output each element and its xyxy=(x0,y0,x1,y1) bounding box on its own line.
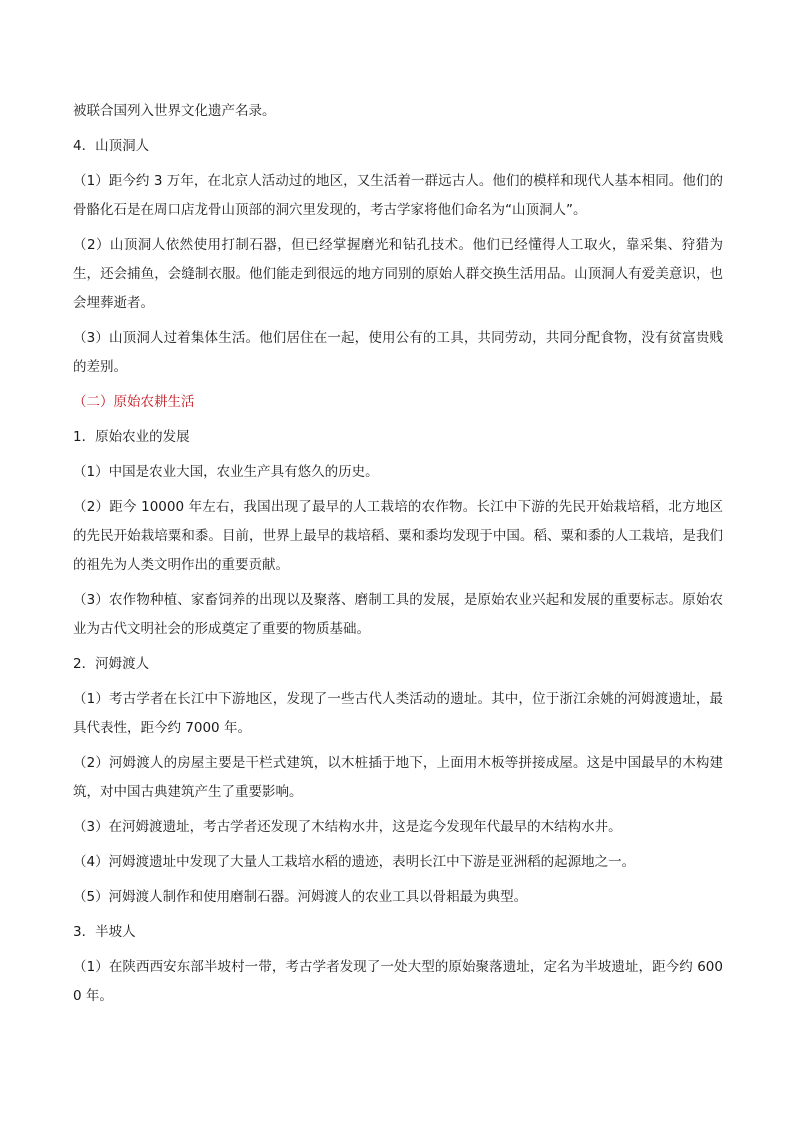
paragraph-agriculture-1: （1）中国是农业大国，农业生产具有悠久的历史。 xyxy=(73,464,379,480)
heading-hemudu: 2．河姆渡人 xyxy=(73,656,150,672)
heading-agriculture-development: 1．原始农业的发展 xyxy=(73,429,190,445)
paragraph-hemudu-1: （1）考古学者在长江中下游地区，发现了一些古代人类活动的遗址。其中，位于浙江余姚的河姆渡遗址，最具代表性，距今约 7000 年。 xyxy=(73,691,723,736)
paragraph-shandingdong-3: （3）山顶洞人过着集体生活。他们居住在一起，使用公有的工具，共同劳动，共同分配食物，没有贫富贵贱的差别。 xyxy=(73,330,723,375)
paragraph-shandingdong-2: （2）山顶洞人依然使用打制石器，但已经掌握磨光和钻孔技术。他们已经懂得人工取火，靠采集、狩猎为生，还会捕鱼，会缝制衣服。他们能走到很远的地方同别的原始人群交换生活用品。山顶洞人有爱美意识，也会埋葬逝者。 xyxy=(73,237,723,311)
paragraph-agriculture-3: （3）农作物种植、家畜饲养的出现以及聚落、磨制工具的发展，是原始农业兴起和发展的重要标志。原始农业为古代文明社会的形成奠定了重要的物质基础。 xyxy=(73,592,723,637)
document-page xyxy=(73,97,723,1017)
paragraph-hemudu-3: （3）在河姆渡遗址，考古学者还发现了木结构水井，这是迄今发现年代最早的木结构水井。 xyxy=(73,819,622,835)
section-heading-agriculture: （二）原始农耕生活 xyxy=(73,394,195,410)
paragraph-hemudu-2: （2）河姆渡人的房屋主要是干栏式建筑，以木桩插于地下，上面用木板等拼接成屋。这是中国最早的木构建筑，对中国古典建筑产生了重要影响。 xyxy=(73,755,723,800)
paragraph-shandingdong-1: （1）距今约 3 万年，在北京人活动过的地区，又生活着一群远古人。他们的模样和现代人基本相同。他们的骨骼化石是在周口店龙骨山顶部的洞穴里发现的，考古学家将他们命名为“山顶洞人”。 xyxy=(73,173,723,218)
paragraph-agriculture-2: （2）距今 10000 年左右，我国出现了最早的人工栽培的农作物。长江中下游的先民开始栽培稻，北方地区的先民开始栽培粟和黍。目前，世界上最早的栽培稻、粟和黍均发现于中国。稻、粟和黍的人工栽培，是我们的祖先为人类文明作出的重要贡献。 xyxy=(73,499,723,573)
paragraph-continuation: 被联合国列入世界文化遗产名录。 xyxy=(73,103,276,119)
paragraph-hemudu-5: （5）河姆渡人制作和使用磨制石器。河姆渡人的农业工具以骨耜最为典型。 xyxy=(73,889,528,905)
paragraph-hemudu-4: （4）河姆渡遗址中发现了大量人工栽培水稻的遗迹，表明长江中下游是亚洲稻的起源地之一。 xyxy=(73,854,636,870)
paragraph-banpo-1: （1）在陕西西安东部半坡村一带，考古学者发现了一处大型的原始聚落遗址，定名为半坡遗址，距今约 6000 年。 xyxy=(73,959,723,1004)
heading-banpo: 3．半坡人 xyxy=(73,924,136,940)
heading-shandingdong: 4．山顶洞人 xyxy=(73,138,150,154)
